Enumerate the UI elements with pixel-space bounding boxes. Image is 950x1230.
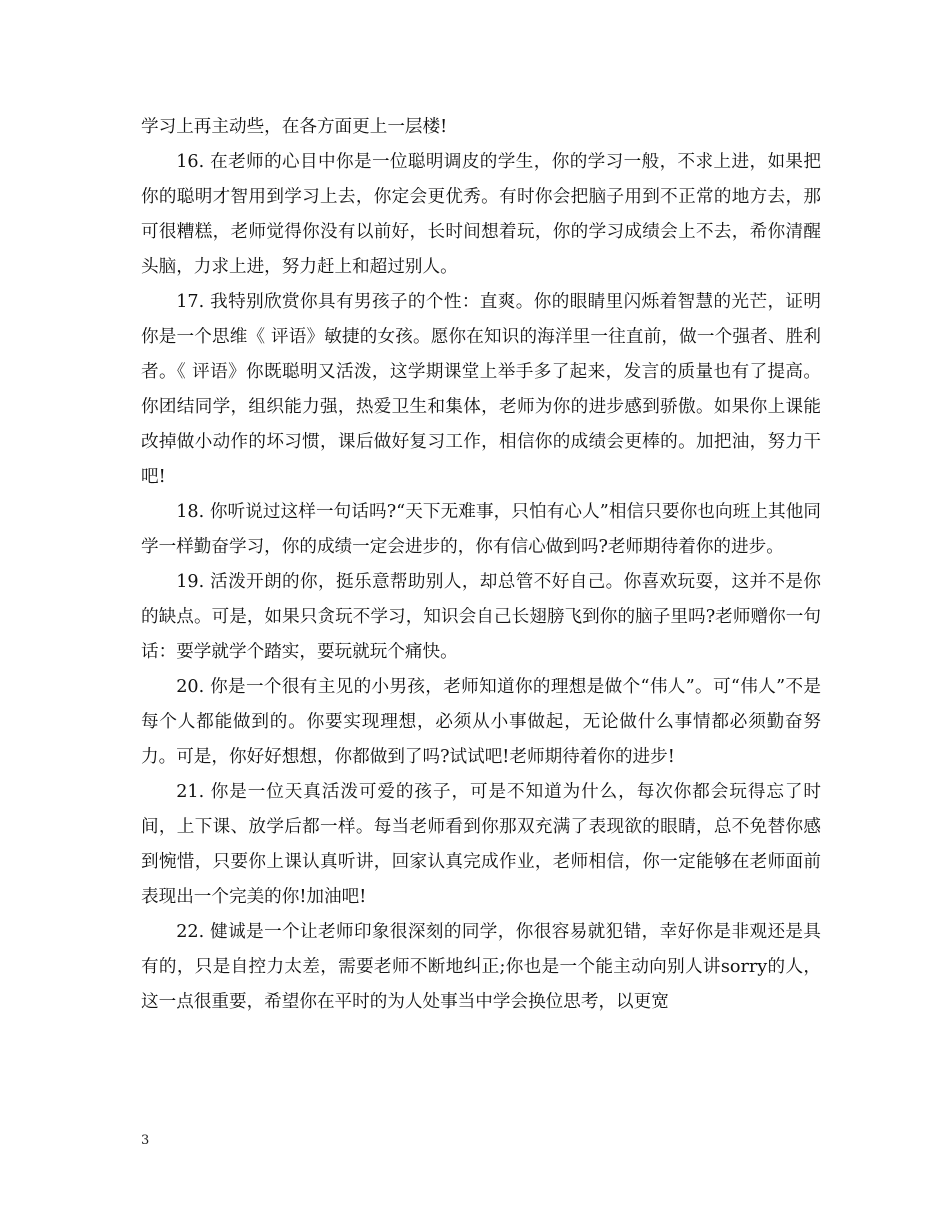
paragraph: 20. 你是一个很有主见的小男孩，老师知道你的理想是做个“伟人”。可“伟人”不是每个人都能做到的。你要实现理想，必须从小事做起，无论做什么事情都必须勤奋努力。可是，你好好想想，你都做到了吗?试试吧!老师期待着你的进步!	[141, 677, 821, 767]
paragraph: 18. 你听说过这样一句话吗?“天下无难事，只怕有心人”相信只要你也向班上其他同学一样勤奋学习，你的成绩一定会进步的，你有信心做到吗?老师期待着你的进步。	[141, 502, 821, 557]
paragraph: 学习上再主动些，在各方面更上一层楼!	[141, 117, 448, 137]
paragraph: 21. 你是一位天真活泼可爱的孩子，可是不知道为什么，每次你都会玩得忘了时间，上下课、放学后都一样。每当老师看到你那双充满了表现欲的眼睛，总不免替你感到惋惜，只要你上课认真听讲，回家认真完成作业，老师相信，你一定能够在老师面前表现出一个完美的你!加油吧!	[141, 782, 821, 907]
paragraph: 16. 在老师的心目中你是一位聪明调皮的学生，你的学习一般，不求上进，如果把你的聪明才智用到学习上去，你定会更优秀。有时你会把脑子用到不正常的地方去，那可很糟糕，老师觉得你没有以前好，长时间想着玩，你的学习成绩会上不去，希你清醒头脑，力求上进，努力赶上和超过别人。	[141, 152, 821, 277]
paragraph: 17. 我特别欣赏你具有男孩子的个性：直爽。你的眼睛里闪烁着智慧的光芒，证明你是一个思维《 评语》敏捷的女孩。愿你在知识的海洋里一往直前，做一个强者、胜利者。《 评语》你既聪明又活泼，这学期课堂上举手多了起来，发言的质量也有了提高。你团结同学，组织能力强，热爱卫生和集体，老师为你的进步感到骄傲。如果你上课能改掉做小动作的坏习惯，课后做好复习工作，相信你的成绩会更棒的。加把油，努力干吧!	[141, 292, 821, 487]
page-number: 3	[141, 1133, 150, 1148]
document-body	[141, 110, 821, 1020]
paragraph: 22. 健诚是一个让老师印象很深刻的同学，你很容易就犯错，幸好你是非观还是具有的，只是自控力太差，需要老师不断地纠正;你也是一个能主动向别人讲sorry的人，这一点很重要，希望你在平时的为人处事当中学会换位思考，以更宽	[141, 922, 821, 1012]
paragraph: 19. 活泼开朗的你，挺乐意帮助别人，却总管不好自己。你喜欢玩耍，这并不是你的缺点。可是，如果只贪玩不学习，知识会自己长翅膀飞到你的脑子里吗?老师赠你一句话：要学就学个踏实，要玩就玩个痛快。	[141, 572, 821, 662]
